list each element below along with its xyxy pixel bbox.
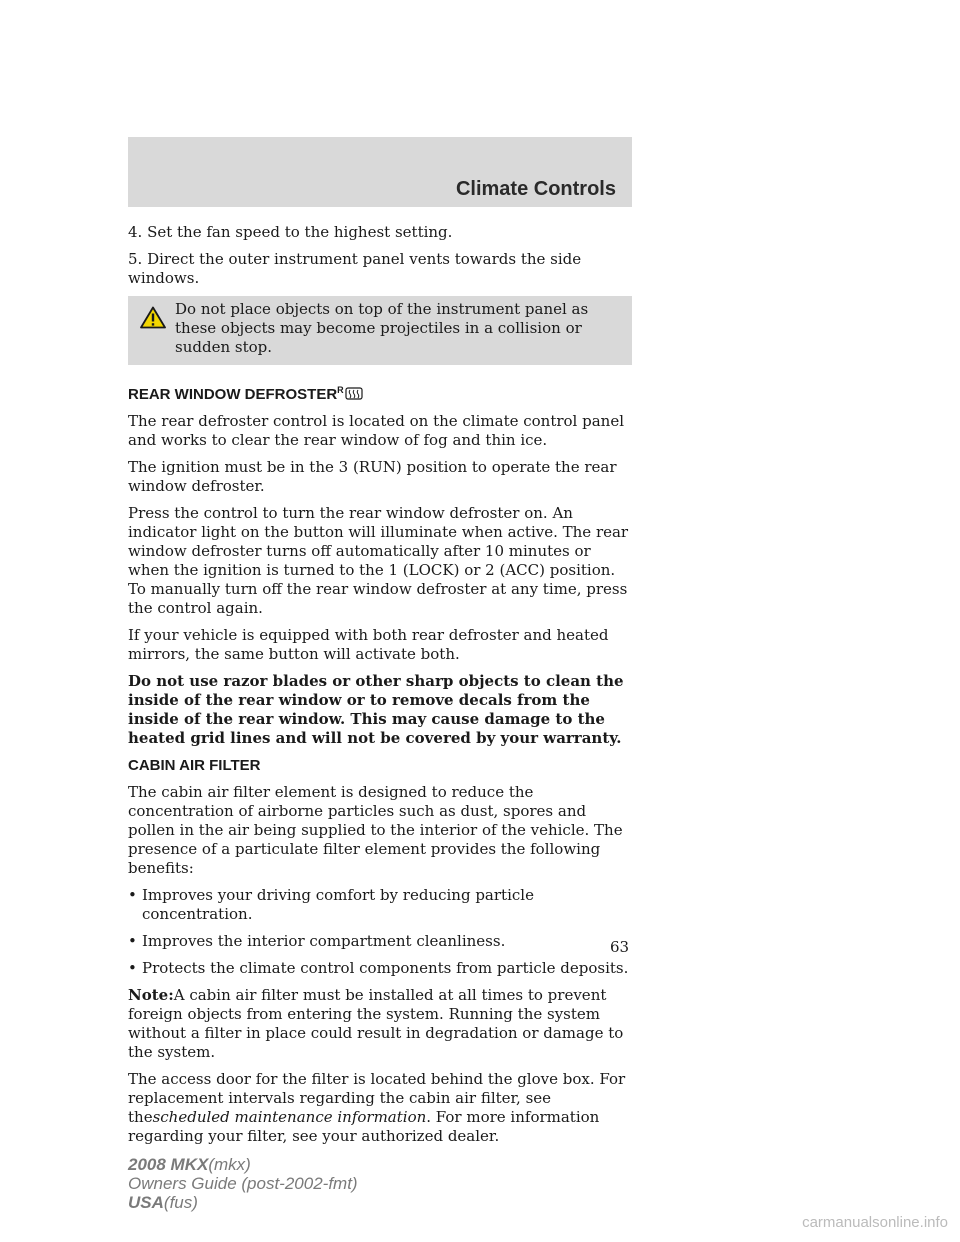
footer-line-1 bbox=[128, 1155, 358, 1174]
page-content bbox=[128, 223, 632, 1154]
warning-text: Do not place objects on top of the instrument panel as these objects may become projectiles in a collision or sudden stop. bbox=[175, 300, 589, 356]
heading-mark: R bbox=[337, 385, 344, 395]
document-footer bbox=[128, 1155, 358, 1212]
note-text: A cabin air filter must be installed at all times to prevent foreign objects from entering the system. Running the system without a filter in place could result in degradation or damage to the system. bbox=[128, 986, 624, 1061]
footer-line-2: Owners Guide (post-2002-fmt) bbox=[128, 1174, 358, 1193]
defroster-heading bbox=[128, 381, 632, 404]
bullet-text: Improves the interior compartment cleanliness. bbox=[142, 932, 506, 950]
benefit-bullet-1 bbox=[128, 886, 632, 924]
section-header-box bbox=[128, 137, 632, 207]
bullet-mark: • bbox=[128, 959, 137, 977]
footer-model-code: (mkx) bbox=[208, 1155, 251, 1174]
filter-note bbox=[128, 986, 632, 1062]
page-number: 63 bbox=[610, 938, 630, 956]
filter-access-paragraph bbox=[128, 1070, 632, 1146]
cabin-filter-heading: CABIN AIR FILTER bbox=[128, 757, 261, 774]
note-label: Note: bbox=[128, 986, 174, 1004]
section-title: Climate Controls bbox=[455, 178, 616, 200]
cabin-intro: The cabin air filter element is designed to reduce the concentration of airborne particles such as dust, spores and pollen in the air being supplied to the interior of the vehicle. The presence of a particulate filter element provides the following benefits: bbox=[128, 783, 623, 877]
bullet-text: Protects the climate control components from particle deposits. bbox=[142, 959, 629, 977]
step-4: 4. Set the fan speed to the highest setting. bbox=[128, 223, 453, 241]
defroster-para-1: The rear defroster control is located on the climate control panel and works to clear the rear window of fog and thin ice. bbox=[128, 412, 625, 449]
footer-model: 2008 MKX bbox=[128, 1155, 209, 1174]
access-text-2: . For more information regarding your filter, see your authorized dealer. bbox=[128, 1108, 600, 1145]
defroster-heading-text: REAR WINDOW DEFROSTER bbox=[128, 386, 338, 403]
benefit-bullet-2 bbox=[128, 932, 632, 951]
step-5: 5. Direct the outer instrument panel vents towards the side windows. bbox=[128, 250, 582, 287]
defroster-caution: Do not use razor blades or other sharp objects to clean the inside of the rear window or to remove decals from the inside of the rear window. This may cause damage to the heated grid lines and will not be covered by your warranty. bbox=[128, 672, 624, 747]
benefit-bullet-3 bbox=[128, 959, 632, 978]
rear-defrost-icon bbox=[345, 387, 363, 401]
warning-triangle-icon bbox=[140, 306, 166, 329]
footer-market: USA bbox=[128, 1193, 164, 1212]
defroster-para-3: Press the control to turn the rear window defroster on. An indicator light on the button will illuminate when active. The rear window defroster turns off automatically after 10 minutes or when the ignition is turned to the 1 (LOCK) or 2 (ACC) position. To manually turn off the rear window defroster at any time, press the control again. bbox=[128, 504, 629, 617]
warning-box bbox=[128, 296, 632, 365]
defroster-para-4: If your vehicle is equipped with both rear defroster and heated mirrors, the same button will activate both. bbox=[128, 626, 609, 663]
footer-line-3 bbox=[128, 1193, 358, 1212]
bullet-mark: • bbox=[128, 932, 137, 950]
maintenance-reference: scheduled maintenance information bbox=[152, 1108, 427, 1126]
defroster-para-2: The ignition must be in the 3 (RUN) position to operate the rear window defroster. bbox=[128, 458, 617, 495]
bullet-text: Improves your driving comfort by reducing particle concentration. bbox=[142, 886, 534, 923]
bullet-mark: • bbox=[128, 886, 137, 904]
site-watermark: carmanualsonline.info bbox=[802, 1214, 948, 1231]
access-text-1: The access door for the filter is located behind the glove box. For replacement intervals regarding the cabin air filter, see the bbox=[128, 1070, 626, 1126]
footer-market-code: (fus) bbox=[163, 1193, 198, 1212]
